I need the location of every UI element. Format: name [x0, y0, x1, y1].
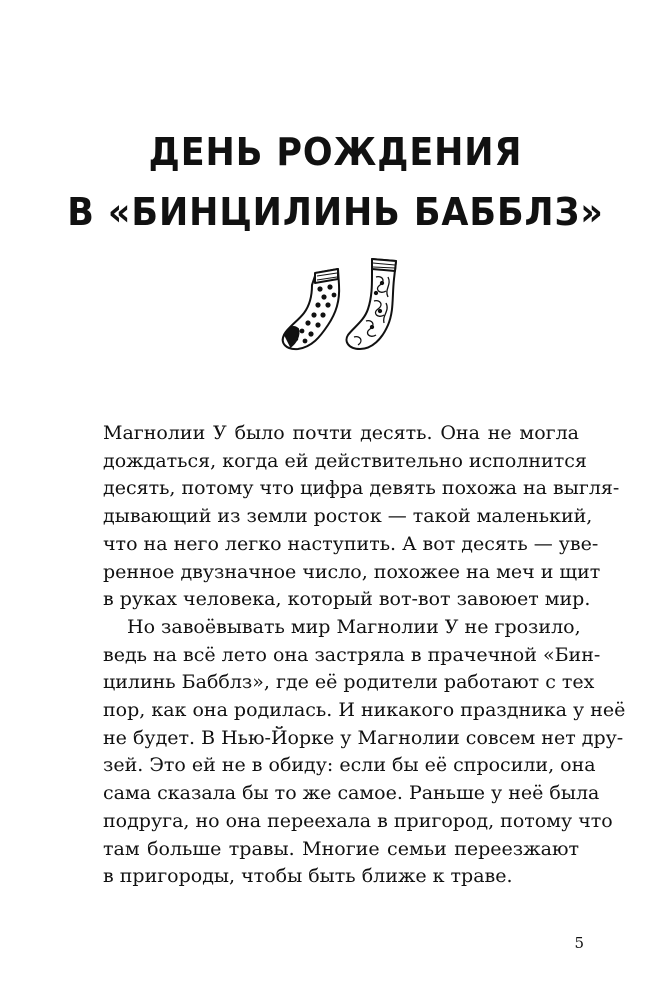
page-number: 5 [574, 934, 584, 952]
text-line: не будет. В Нью-Йорке у Магнолии совсем нет дру- [103, 726, 624, 749]
text-line: зей. Это ей не в обиду: если бы её спросили, она [103, 754, 596, 777]
chapter-title [27, 122, 644, 242]
patterned-sock [347, 259, 397, 349]
text-line: десять, потому что цифра девять похожа на выгля- [103, 477, 620, 500]
text-line: дывающий из земли росток — такой маленький, [103, 505, 593, 528]
text-line: там больше травы. Многие семьи переезжают [103, 837, 579, 860]
text-line: цилинь Бабблз», где её родители работают с тех [103, 671, 595, 694]
text-line: в пригороды, чтобы быть ближе к траве. [103, 865, 513, 888]
text-line: Но завоёвывать мир Магнолии У не грозило, [127, 615, 581, 638]
text-line: что на него легко наступить. А вот десять — уве- [103, 532, 599, 555]
text-line: пор, как она родилась. И никакого праздника у неё [103, 699, 626, 722]
text-line: в руках человека, который вот-вот завоюет мир. [103, 588, 591, 611]
text-line: сама сказала бы то же самое. Раньше у неё была [103, 782, 600, 805]
socks-icon [276, 255, 406, 355]
text-line: ведь на всё лето она застряла в прачечной «Бин- [103, 643, 601, 666]
chapter-body [103, 420, 626, 891]
text-line: Магнолии У было почти десять. Она не могла [103, 422, 579, 444]
text-line: дождаться, когда ей действительно исполнится [103, 449, 587, 472]
text-line: ренное двузначное число, похожее на меч и щит [103, 560, 601, 583]
text-line: подруга, но она переехала в пригород, потому что [103, 809, 613, 832]
chapter-title-line-2: В «БИНЦИЛИНЬ БАББЛЗ» [67, 190, 604, 234]
polka-dot-sock [283, 269, 339, 349]
chapter-title-line-1: ДЕНЬ РОЖДЕНИЯ [148, 130, 523, 174]
